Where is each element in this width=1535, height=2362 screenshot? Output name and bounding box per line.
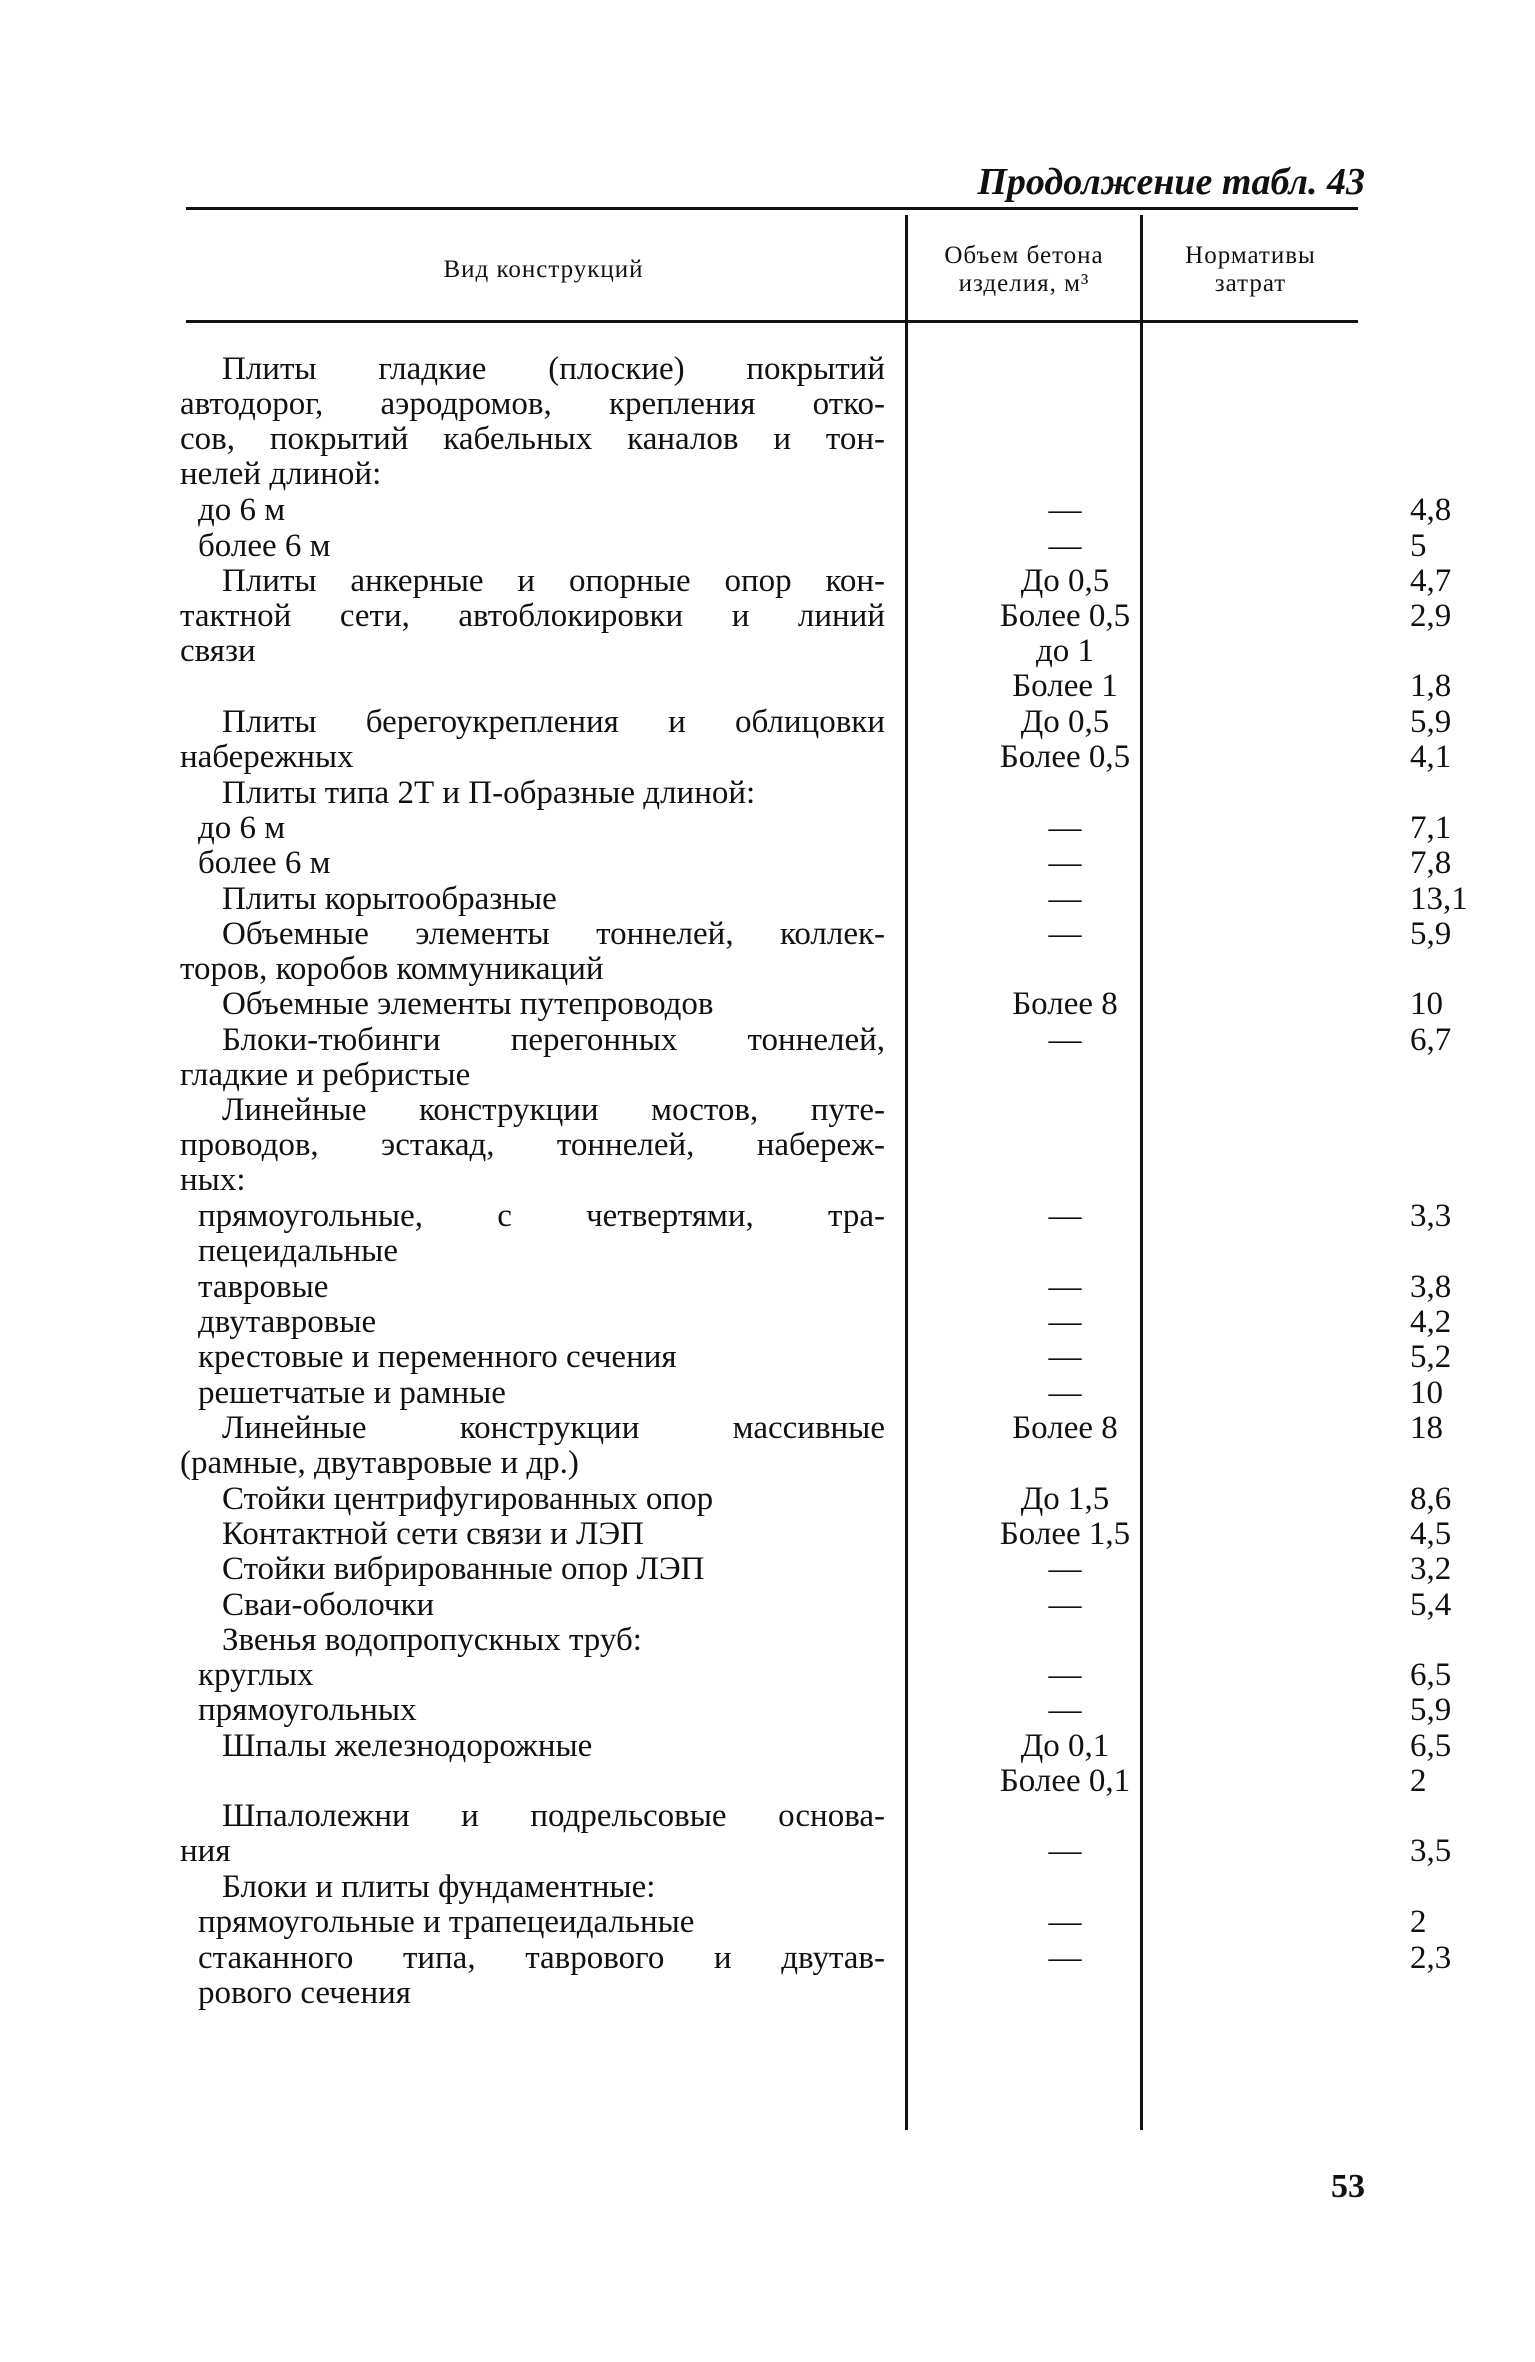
row-volume	[930, 1305, 1200, 1340]
row-description-line: торов, коробов коммуникаций	[180, 950, 604, 987]
row-description	[180, 1693, 885, 1728]
row-volume	[930, 846, 1200, 881]
row-description-line: прямоугольные, с четвертями, тра-	[198, 1198, 885, 1235]
row-volume	[930, 493, 1200, 528]
row-volume	[930, 1729, 1200, 1799]
row-description-line: сов, покрытий кабельных каналов и тон-	[180, 421, 885, 457]
row-volume-value: Более 1,5	[999, 1515, 1131, 1552]
row-description-line: Плиты гладкие (плоские) покрытий	[222, 351, 885, 387]
top-rule	[186, 207, 1358, 210]
row-description-line: Звенья водопропускных труб:	[222, 1621, 642, 1658]
row-norm	[1270, 1304, 1452, 1341]
row-volume	[930, 1905, 1200, 1940]
row-volume-value: —	[1048, 1692, 1082, 1729]
row-norm-value: 4,8	[1410, 492, 1452, 529]
header-col-norms	[1143, 242, 1358, 298]
row-description-line: Блоки и плиты фундаментные:	[222, 1868, 656, 1905]
row-norm	[1270, 1268, 1452, 1305]
row-volume	[930, 1658, 1200, 1693]
header-col-volume	[908, 242, 1140, 298]
row-volume	[930, 705, 1200, 775]
row-norm	[1270, 1198, 1452, 1235]
row-description	[180, 1411, 885, 1481]
row-description-line: Сваи-оболочки	[222, 1586, 435, 1623]
row-description-line: прямоугольные и трапецеидальные	[198, 1904, 695, 1941]
row-volume-value: —	[1048, 1657, 1082, 1694]
row-description-line: крестовые и переменного сечения	[198, 1339, 677, 1376]
row-norm	[1270, 1551, 1452, 1588]
row-description	[180, 1658, 885, 1693]
row-description-line: Плиты берегоукрепления и облицовки	[222, 704, 885, 740]
row-norm-value: 18	[1410, 1410, 1443, 1446]
row-volume-value: до 1	[1035, 632, 1095, 669]
row-description	[180, 1482, 885, 1517]
row-volume-value: —	[1048, 1198, 1082, 1235]
row-description	[180, 1552, 885, 1587]
row-norm-value	[1270, 1799, 1440, 1834]
row-norm-value: 1,8	[1410, 667, 1452, 704]
row-norm-value: 4,5	[1410, 1515, 1452, 1552]
row-norm-value: 2	[1410, 1904, 1427, 1941]
row-description-line: ния	[180, 1833, 231, 1870]
row-norm-value: 2,3	[1410, 1939, 1452, 1976]
row-description-line: рового сечения	[198, 1974, 411, 2011]
row-norm-value: 5,2	[1410, 1339, 1452, 1376]
row-description-line: Плиты типа 2Т и П-образные длиной:	[222, 774, 756, 811]
row-description-line: более 6 м	[198, 527, 331, 564]
row-volume	[930, 1023, 1200, 1058]
row-norm-value: 2	[1410, 1762, 1427, 1799]
row-norm-value: 5,9	[1410, 704, 1452, 740]
row-description	[180, 493, 885, 528]
row-description-line: круглых	[198, 1657, 314, 1694]
row-volume-value: —	[1048, 809, 1082, 846]
row-norm	[1270, 845, 1452, 882]
row-description	[180, 1270, 885, 1305]
row-norm-value: 4,7	[1410, 562, 1452, 599]
row-description-line: до 6 м	[198, 809, 286, 846]
row-norm-value: 10	[1410, 1374, 1443, 1411]
row-description-line: двутавровые	[198, 1304, 377, 1341]
header-rule	[186, 320, 1358, 323]
row-norm	[1270, 809, 1452, 846]
row-volume-value: —	[1048, 845, 1082, 882]
row-description	[180, 529, 885, 564]
header-col-norms-line1: Нормативы	[1185, 242, 1316, 269]
row-norm	[1270, 915, 1452, 952]
row-norm	[1270, 1374, 1443, 1411]
row-volume-value	[930, 1799, 1200, 1834]
row-volume-value: —	[1048, 1586, 1082, 1623]
row-volume-value: —	[1048, 1304, 1082, 1341]
row-volume-value: —	[1048, 1339, 1082, 1376]
row-norm-value	[1270, 634, 1440, 669]
header-col-construction: Вид конструкций	[443, 256, 644, 283]
row-volume-value: До 0,1	[1020, 1727, 1110, 1764]
row-norm-value: 5	[1410, 527, 1427, 564]
row-description	[180, 1376, 885, 1411]
row-volume-value: —	[1048, 1939, 1082, 1976]
row-volume	[930, 1270, 1200, 1305]
row-norm-value: 10	[1410, 986, 1443, 1023]
row-volume-value: —	[1048, 1833, 1082, 1870]
row-description-line: более 6 м	[198, 845, 331, 882]
row-norm-value: 5,9	[1410, 1692, 1452, 1729]
row-norm	[1270, 880, 1468, 917]
row-description-line: проводов, эстакад, тоннелей, набереж-	[180, 1127, 885, 1164]
row-norm	[1270, 1586, 1452, 1623]
row-description-line: ных:	[180, 1162, 246, 1199]
row-description	[180, 1799, 885, 1869]
row-description-line: пецеидальные	[198, 1233, 398, 1270]
row-norm	[1270, 1021, 1452, 1058]
row-norm	[1270, 1799, 1452, 1870]
row-volume	[930, 1588, 1200, 1623]
row-volume	[930, 1517, 1200, 1552]
row-description	[180, 1941, 885, 2011]
row-description	[180, 1199, 885, 1269]
row-description-line: решетчатые и рамные	[198, 1374, 506, 1411]
row-description-line: стаканного типа, таврового и двутав-	[198, 1939, 885, 1976]
row-norm-value: 5,9	[1410, 915, 1452, 952]
row-norm	[1270, 1905, 1440, 1940]
row-norm-value: 8,6	[1410, 1480, 1452, 1517]
row-description-line: тавровые	[198, 1268, 329, 1305]
row-description-line: (рамные, двутавровые и др.)	[180, 1445, 579, 1481]
table-caption: Продолжение табл. 43	[977, 161, 1365, 203]
row-norm-value: 3,3	[1410, 1198, 1452, 1235]
row-volume-value: —	[1048, 1551, 1082, 1588]
row-description	[180, 776, 885, 811]
column-divider-1	[905, 215, 908, 2130]
row-description	[180, 811, 885, 846]
row-norm-value: 3,8	[1410, 1268, 1452, 1305]
row-norm	[1270, 1515, 1452, 1552]
row-volume	[930, 1376, 1200, 1411]
row-volume-value: Более 8	[1012, 986, 1118, 1023]
row-description	[180, 1305, 885, 1340]
row-description-line: Стойки центрифугированных опор	[222, 1480, 714, 1517]
row-volume	[930, 882, 1200, 917]
row-description-line: набережных	[180, 739, 354, 775]
row-norm-value: 3,5	[1410, 1833, 1452, 1870]
row-norm	[1270, 1410, 1443, 1446]
row-volume-value: Более 1	[1012, 667, 1118, 704]
row-description	[180, 564, 885, 669]
row-description	[180, 1093, 885, 1198]
row-norm	[1270, 492, 1452, 529]
row-norm-value: 7,8	[1410, 845, 1452, 882]
row-description-line: нелей длиной:	[180, 456, 382, 492]
row-norm	[1270, 1657, 1452, 1694]
row-volume	[930, 1199, 1200, 1234]
row-description	[180, 1588, 885, 1623]
row-volume-value: —	[1048, 1021, 1082, 1058]
row-norm-value: 13,1	[1410, 880, 1468, 917]
row-volume-value: —	[1048, 1904, 1082, 1941]
row-volume	[930, 1941, 1200, 1976]
row-description-line: Плиты корытообразные	[222, 880, 557, 917]
row-norm-value: 7,1	[1410, 809, 1452, 846]
row-volume-value: До 0,5	[1020, 562, 1110, 599]
row-volume-value: —	[1048, 1374, 1082, 1411]
row-volume-value: —	[1048, 492, 1082, 529]
row-description-line: Объемные элементы путепроводов	[222, 986, 714, 1023]
row-volume-value: Более 8	[1012, 1410, 1118, 1446]
row-norm-value: 3,2	[1410, 1551, 1452, 1588]
row-volume	[930, 1693, 1200, 1728]
row-norm-value: 2,9	[1410, 597, 1452, 634]
row-volume	[930, 917, 1200, 952]
row-description	[180, 846, 885, 881]
row-description-line: Шпалолежни и подрельсовые основа-	[222, 1798, 885, 1835]
row-description	[180, 1023, 885, 1093]
row-volume	[930, 1552, 1200, 1587]
row-description-line: автодорог, аэродромов, крепления отко-	[180, 386, 885, 422]
row-volume-value: —	[1048, 1268, 1082, 1305]
row-description	[180, 1870, 885, 1905]
row-volume	[930, 529, 1200, 564]
row-volume	[930, 1340, 1200, 1375]
row-volume-value: Более 0,5	[999, 739, 1131, 775]
row-description	[180, 1905, 885, 1940]
row-norm-value: 5,4	[1410, 1586, 1452, 1623]
row-description	[180, 705, 885, 775]
header-col-norms-line2: затрат	[1214, 270, 1287, 297]
row-norm	[1270, 1339, 1452, 1376]
row-norm-value: 4,2	[1410, 1304, 1452, 1341]
row-norm-value: 6,5	[1410, 1657, 1452, 1694]
row-volume	[930, 987, 1200, 1022]
row-norm	[1270, 529, 1440, 564]
row-norm	[1270, 1727, 1452, 1799]
row-description-line: гладкие и ребристые	[180, 1056, 471, 1093]
row-norm-value: 6,7	[1410, 1021, 1452, 1058]
row-norm-value: 4,1	[1410, 739, 1452, 775]
row-volume	[930, 1482, 1200, 1517]
row-description-line: Линейные конструкции мостов, путе-	[222, 1092, 885, 1129]
row-description-line: Объемные элементы тоннелей, коллек-	[222, 915, 885, 952]
row-description-line: Стойки вибрированные опор ЛЭП	[222, 1551, 705, 1588]
row-norm	[1270, 562, 1452, 704]
row-norm	[1270, 1939, 1452, 1976]
row-volume-value: —	[1048, 880, 1082, 917]
row-norm	[1270, 986, 1443, 1023]
row-norm	[1270, 1480, 1452, 1517]
row-volume-value: Более 0,5	[999, 597, 1131, 634]
row-norm	[1270, 1692, 1452, 1729]
row-volume-value: До 0,5	[1020, 704, 1110, 740]
row-description-line: Плиты анкерные и опорные опор кон-	[222, 562, 885, 599]
row-description-line: Линейные конструкции массивные	[222, 1410, 885, 1446]
row-description-line: Контактной сети связи и ЛЭП	[222, 1515, 644, 1552]
row-description	[180, 1623, 885, 1658]
row-norm	[1270, 704, 1452, 775]
row-description-line: до 6 м	[198, 492, 286, 529]
row-volume	[930, 564, 1200, 704]
row-volume	[930, 1799, 1200, 1869]
row-description	[180, 352, 885, 492]
row-description	[180, 1340, 885, 1375]
row-description	[180, 917, 885, 987]
row-description-line: тактной сети, автоблокировки и линий	[180, 597, 885, 634]
row-volume-value: —	[1048, 915, 1082, 952]
header-col-volume-line1: Объем бетона	[944, 242, 1104, 269]
page-number: 53	[1331, 2168, 1365, 2205]
row-volume	[930, 811, 1200, 846]
row-norm-value: 6,5	[1410, 1727, 1452, 1764]
row-description-line: Шпалы железнодорожные	[222, 1727, 593, 1764]
row-volume-value: —	[1048, 527, 1082, 564]
row-description-line: Блоки-тюбинги перегонных тоннелей,	[222, 1021, 885, 1058]
row-volume-value: Более 0,1	[999, 1762, 1131, 1799]
row-description	[180, 1517, 885, 1552]
row-volume-value: До 1,5	[1020, 1480, 1110, 1517]
header-col-volume-line2: изделия, м³	[958, 270, 1090, 297]
row-volume	[930, 1411, 1200, 1446]
row-description	[180, 987, 885, 1022]
row-description	[180, 882, 885, 917]
row-description	[180, 1729, 885, 1764]
row-description-line: прямоугольных	[198, 1692, 417, 1729]
row-description-line: связи	[180, 632, 256, 669]
